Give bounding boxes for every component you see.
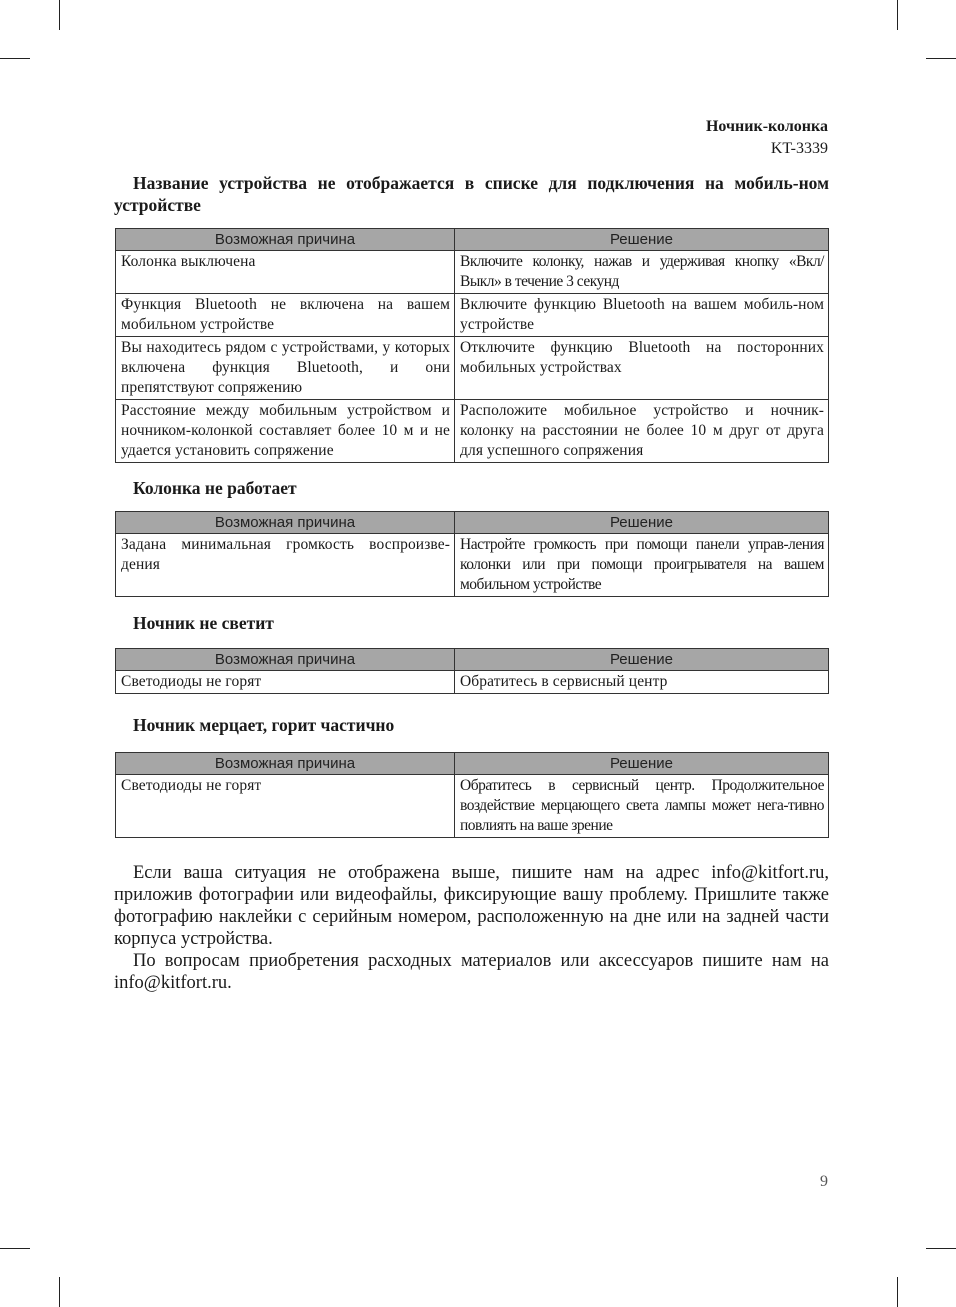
crop-mark <box>0 1248 30 1249</box>
cause-cell: Функция Bluetooth не включена на вашем мобильном устройстве <box>116 294 455 337</box>
cause-cell: Светодиоды не горят <box>116 775 455 838</box>
table-row <box>116 294 829 337</box>
solution-cell: Отключите функцию Bluetooth на посторонних мобильных устройствах <box>455 337 829 400</box>
section-title: Название устройства не отображается в списке для подключения на мобиль-ном устройстве <box>114 173 829 215</box>
column-header-solution: Решение <box>455 753 829 775</box>
solution-cell: Расположите мобильное устройство и ночник-колонку на расстоянии не более 10 м друг от друга для успешного сопряжения <box>455 400 829 463</box>
solution-cell: Настройте громкость при помощи панели управ-ления колонки или при помощи проигрывателя на вашем мобильном устройстве <box>455 534 829 597</box>
column-header-solution: Решение <box>455 512 829 534</box>
column-header-solution: Решение <box>455 229 829 251</box>
crop-mark <box>897 0 898 30</box>
solution-cell: Обратитесь в сервисный центр. Продолжительное воздействие мерцающего света лампы может нега-тивно повлиять на ваше зрение <box>455 775 829 838</box>
cause-cell: Расстояние между мобильным устройством и ночником-колонкой составляет более 10 м и не удается установить сопряжение <box>116 400 455 463</box>
troubleshooting-table <box>115 228 829 463</box>
solution-cell: Обратитесь в сервисный центр <box>455 671 829 694</box>
section-title: Ночник не светит <box>133 613 274 633</box>
column-header-cause: Возможная причина <box>116 229 455 251</box>
contact-info <box>114 862 829 994</box>
column-header-cause: Возможная причина <box>116 649 455 671</box>
paragraph: Если ваша ситуация не отображена выше, пишите нам на адрес info@kitfort.ru, приложив фотографии или видеофайлы, фиксирующие вашу проблему. Пришлите также фотографию наклейки с серийным номером, расположенную на дне или на задней части корпуса устройства. <box>114 863 829 949</box>
page-header <box>706 116 828 160</box>
crop-mark <box>0 58 30 59</box>
table-row <box>116 337 829 400</box>
solution-cell: Включите функцию Bluetooth на вашем мобиль-ном устройстве <box>455 294 829 337</box>
table-header-row <box>116 753 829 775</box>
table-header-row <box>116 512 829 534</box>
crop-mark <box>897 1277 898 1307</box>
crop-mark <box>926 1248 956 1249</box>
table-row <box>116 775 829 838</box>
product-name: Ночник-колонка <box>705 118 828 135</box>
cause-cell: Задана минимальная громкость воспроизве-дения <box>116 534 455 597</box>
table-row <box>116 534 829 597</box>
crop-mark <box>926 58 956 59</box>
cause-cell: Светодиоды не горят <box>116 671 455 694</box>
column-header-cause: Возможная причина <box>116 512 455 534</box>
table-row <box>116 251 829 294</box>
table-row <box>116 400 829 463</box>
section-title: Колонка не работает <box>133 478 297 498</box>
model-number: KT-3339 <box>770 140 828 157</box>
cause-cell: Колонка выключена <box>116 251 455 294</box>
table-header-row <box>116 649 829 671</box>
troubleshooting-table <box>115 752 829 838</box>
table-row <box>116 671 829 694</box>
troubleshooting-table <box>115 511 829 597</box>
page-number: 9 <box>820 1173 828 1190</box>
column-header-solution: Решение <box>455 649 829 671</box>
section-title: Ночник мерцает, горит частично <box>133 715 395 735</box>
crop-mark <box>59 1277 60 1307</box>
troubleshooting-table <box>115 648 829 694</box>
crop-mark <box>59 0 60 30</box>
table-header-row <box>116 229 829 251</box>
column-header-cause: Возможная причина <box>116 753 455 775</box>
cause-cell: Вы находитесь рядом с устройствами, у которых включена функция Bluetooth, и они препятствуют сопряжению <box>116 337 455 400</box>
paragraph: По вопросам приобретения расходных материалов или аксессуаров пишите нам на info@kitfort.ru. <box>114 951 829 993</box>
solution-cell: Включите колонку, нажав и удерживая кнопку «Вкл/Выкл» в течение 3 секунд <box>455 251 829 294</box>
